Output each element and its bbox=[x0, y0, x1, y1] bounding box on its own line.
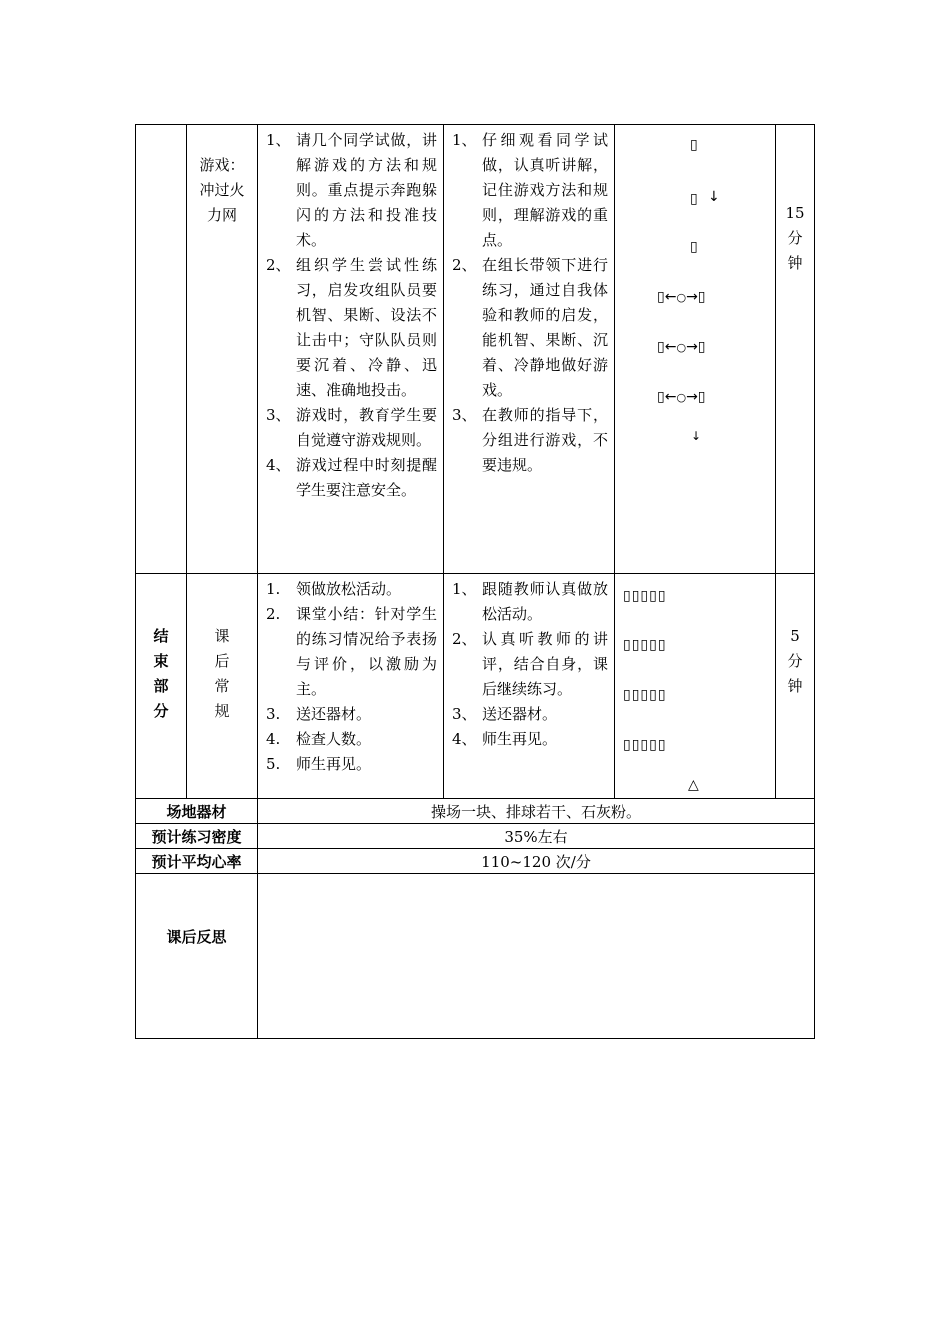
time-cell bbox=[776, 125, 815, 574]
formation-row: ▯▯▯▯▯ bbox=[623, 588, 667, 604]
player-box-icon: ▯ bbox=[697, 289, 706, 305]
step-text: 在组长带领下进行练习，通过自我体验和教师的启发，能机智、果断、沉着、冷静地做好游戏。 bbox=[482, 256, 608, 399]
player-box-icon: ▯ bbox=[657, 339, 665, 355]
teacher-activities bbox=[258, 125, 444, 574]
step-number: 4、 bbox=[266, 456, 291, 474]
step-number: 1、 bbox=[452, 580, 477, 598]
section-cell bbox=[136, 125, 187, 574]
step-text: 课堂小结：针对学生的练习情况给予表扬与评价，以激励为主。 bbox=[296, 605, 437, 698]
section-label-char: 部 bbox=[153, 677, 169, 695]
student-activities bbox=[444, 574, 615, 799]
game-row bbox=[136, 125, 815, 574]
player-box-icon: ▯ bbox=[690, 239, 698, 255]
down-arrow-icon: ↓ bbox=[708, 189, 720, 205]
section-cell bbox=[136, 574, 187, 799]
step-number: 2、 bbox=[452, 256, 477, 274]
step-text: 游戏过程中时刻提醒学生要注意安全。 bbox=[296, 456, 437, 499]
step-number: 3、 bbox=[452, 705, 477, 723]
list-item bbox=[266, 253, 437, 403]
content-cell bbox=[187, 125, 258, 574]
step-number: 1. bbox=[266, 580, 281, 598]
teacher-activities bbox=[258, 574, 444, 799]
student-steps-list bbox=[444, 125, 614, 478]
step-number: 4. bbox=[266, 730, 281, 748]
content-label-char: 常 bbox=[214, 677, 230, 695]
heart-rate-label: 预计平均心率 bbox=[136, 849, 258, 874]
player-box-icon: ▯ bbox=[690, 137, 698, 153]
formation-diagram bbox=[615, 574, 776, 799]
step-text: 师生再见。 bbox=[296, 755, 372, 773]
step-number: 4、 bbox=[452, 730, 477, 748]
player-box-icon: ▯ bbox=[657, 289, 665, 305]
content-cell bbox=[187, 574, 258, 799]
time-cell bbox=[776, 574, 815, 799]
step-text: 跟随教师认真做放松活动。 bbox=[482, 580, 608, 623]
time-unit: 分 bbox=[787, 229, 803, 247]
reflection-row bbox=[136, 874, 815, 1039]
ball-icon: ○ bbox=[676, 291, 687, 304]
heart-rate-row bbox=[136, 849, 815, 874]
density-label: 预计练习密度 bbox=[136, 824, 258, 849]
step-number: 1、 bbox=[452, 131, 477, 149]
step-number: 2、 bbox=[266, 256, 291, 274]
time-unit: 分 bbox=[787, 652, 803, 670]
teacher-triangle-icon: △ bbox=[688, 777, 699, 793]
step-number: 3. bbox=[266, 705, 281, 723]
player-box-icon: ▯ bbox=[697, 339, 706, 355]
list-item bbox=[266, 403, 437, 453]
content-label-char: 规 bbox=[214, 702, 230, 720]
list-item bbox=[266, 727, 437, 752]
throw-line-row bbox=[657, 389, 706, 405]
step-text: 仔细观看同学试做，认真听讲解，记住游戏方法和规则，理解游戏的重点。 bbox=[482, 131, 608, 249]
content-label-char: 课 bbox=[214, 627, 230, 645]
player-box-icon: ▯ bbox=[697, 389, 706, 405]
end-row bbox=[136, 574, 815, 799]
step-number: 2、 bbox=[452, 630, 477, 648]
time-unit: 钟 bbox=[787, 254, 803, 272]
list-item bbox=[452, 253, 608, 403]
down-arrow-icon: ↓ bbox=[691, 429, 702, 443]
left-arrow-icon: ← bbox=[664, 389, 677, 405]
list-item bbox=[266, 453, 437, 503]
game-title: 游戏：冲过火力网 bbox=[199, 156, 245, 224]
list-item bbox=[266, 128, 437, 253]
step-text: 请几个同学试做，讲解游戏的方法和规则。重点提示奔跑躲闪的方法和投准技术。 bbox=[296, 131, 437, 249]
lesson-plan-table bbox=[135, 124, 815, 1039]
step-text: 组织学生尝试性练习，启发攻组队员要机智、果断、设法不让击中；守队队员则要沉着、冷静、迅速、准确地投击。 bbox=[296, 256, 437, 399]
list-item bbox=[452, 403, 608, 478]
player-box-icon: ▯ bbox=[657, 389, 665, 405]
player-box-icon: ▯ bbox=[690, 191, 698, 207]
section-label-char: 结 bbox=[153, 627, 169, 645]
time-number: 15 bbox=[785, 204, 805, 222]
list-item bbox=[452, 702, 608, 727]
time-number: 5 bbox=[790, 627, 800, 645]
section-label-char: 束 bbox=[153, 652, 169, 670]
reflection-value[interactable] bbox=[258, 874, 815, 1039]
student-activities bbox=[444, 125, 615, 574]
heart-rate-value: 110~120 次/分 bbox=[258, 849, 815, 874]
list-item bbox=[266, 752, 437, 777]
list-item bbox=[266, 702, 437, 727]
list-item bbox=[452, 128, 608, 253]
density-value: 35%左右 bbox=[258, 824, 815, 849]
left-arrow-icon: ← bbox=[664, 339, 677, 355]
reflection-label: 课后反思 bbox=[136, 874, 258, 1039]
step-text: 送还器材。 bbox=[482, 705, 558, 723]
formation-row: ▯▯▯▯▯ bbox=[623, 637, 667, 653]
teacher-steps-list bbox=[258, 125, 443, 503]
step-text: 认真听教师的讲评，结合自身，课后继续练习。 bbox=[482, 630, 608, 698]
step-text: 游戏时，教育学生要自觉遵守游戏规则。 bbox=[296, 406, 437, 449]
ball-icon: ○ bbox=[676, 341, 687, 354]
formation-row: ▯▯▯▯▯ bbox=[623, 737, 667, 753]
time-unit: 钟 bbox=[787, 677, 803, 695]
formation-row: ▯▯▯▯▯ bbox=[623, 687, 667, 703]
list-item bbox=[452, 577, 608, 627]
step-number: 2. bbox=[266, 605, 281, 623]
list-item bbox=[452, 727, 608, 752]
ball-icon: ○ bbox=[676, 391, 687, 404]
list-item bbox=[266, 577, 437, 602]
list-item bbox=[452, 627, 608, 702]
student-steps-list bbox=[444, 574, 614, 752]
step-number: 1、 bbox=[266, 131, 291, 149]
step-number: 5. bbox=[266, 755, 281, 773]
organization-diagram bbox=[615, 125, 776, 574]
right-arrow-icon: → bbox=[686, 389, 698, 405]
step-text: 送还器材。 bbox=[296, 705, 372, 723]
left-arrow-icon: ← bbox=[664, 289, 677, 305]
step-number: 3、 bbox=[266, 406, 291, 424]
equipment-label: 场地器材 bbox=[136, 799, 258, 824]
step-text: 在教师的指导下，分组进行游戏，不要违规。 bbox=[482, 406, 608, 474]
throw-line-row bbox=[657, 339, 706, 355]
right-arrow-icon: → bbox=[686, 289, 698, 305]
equipment-row bbox=[136, 799, 815, 824]
section-label-char: 分 bbox=[153, 702, 169, 720]
step-text: 检查人数。 bbox=[296, 730, 372, 748]
list-item bbox=[266, 602, 437, 702]
right-arrow-icon: → bbox=[686, 339, 698, 355]
step-text: 师生再见。 bbox=[482, 730, 558, 748]
density-row bbox=[136, 824, 815, 849]
teacher-steps-list bbox=[258, 574, 443, 777]
throw-line-row bbox=[657, 289, 706, 305]
content-label-char: 后 bbox=[214, 652, 230, 670]
step-text: 领做放松活动。 bbox=[296, 580, 402, 598]
step-number: 3、 bbox=[452, 406, 477, 424]
equipment-value: 操场一块、排球若干、石灰粉。 bbox=[258, 799, 815, 824]
